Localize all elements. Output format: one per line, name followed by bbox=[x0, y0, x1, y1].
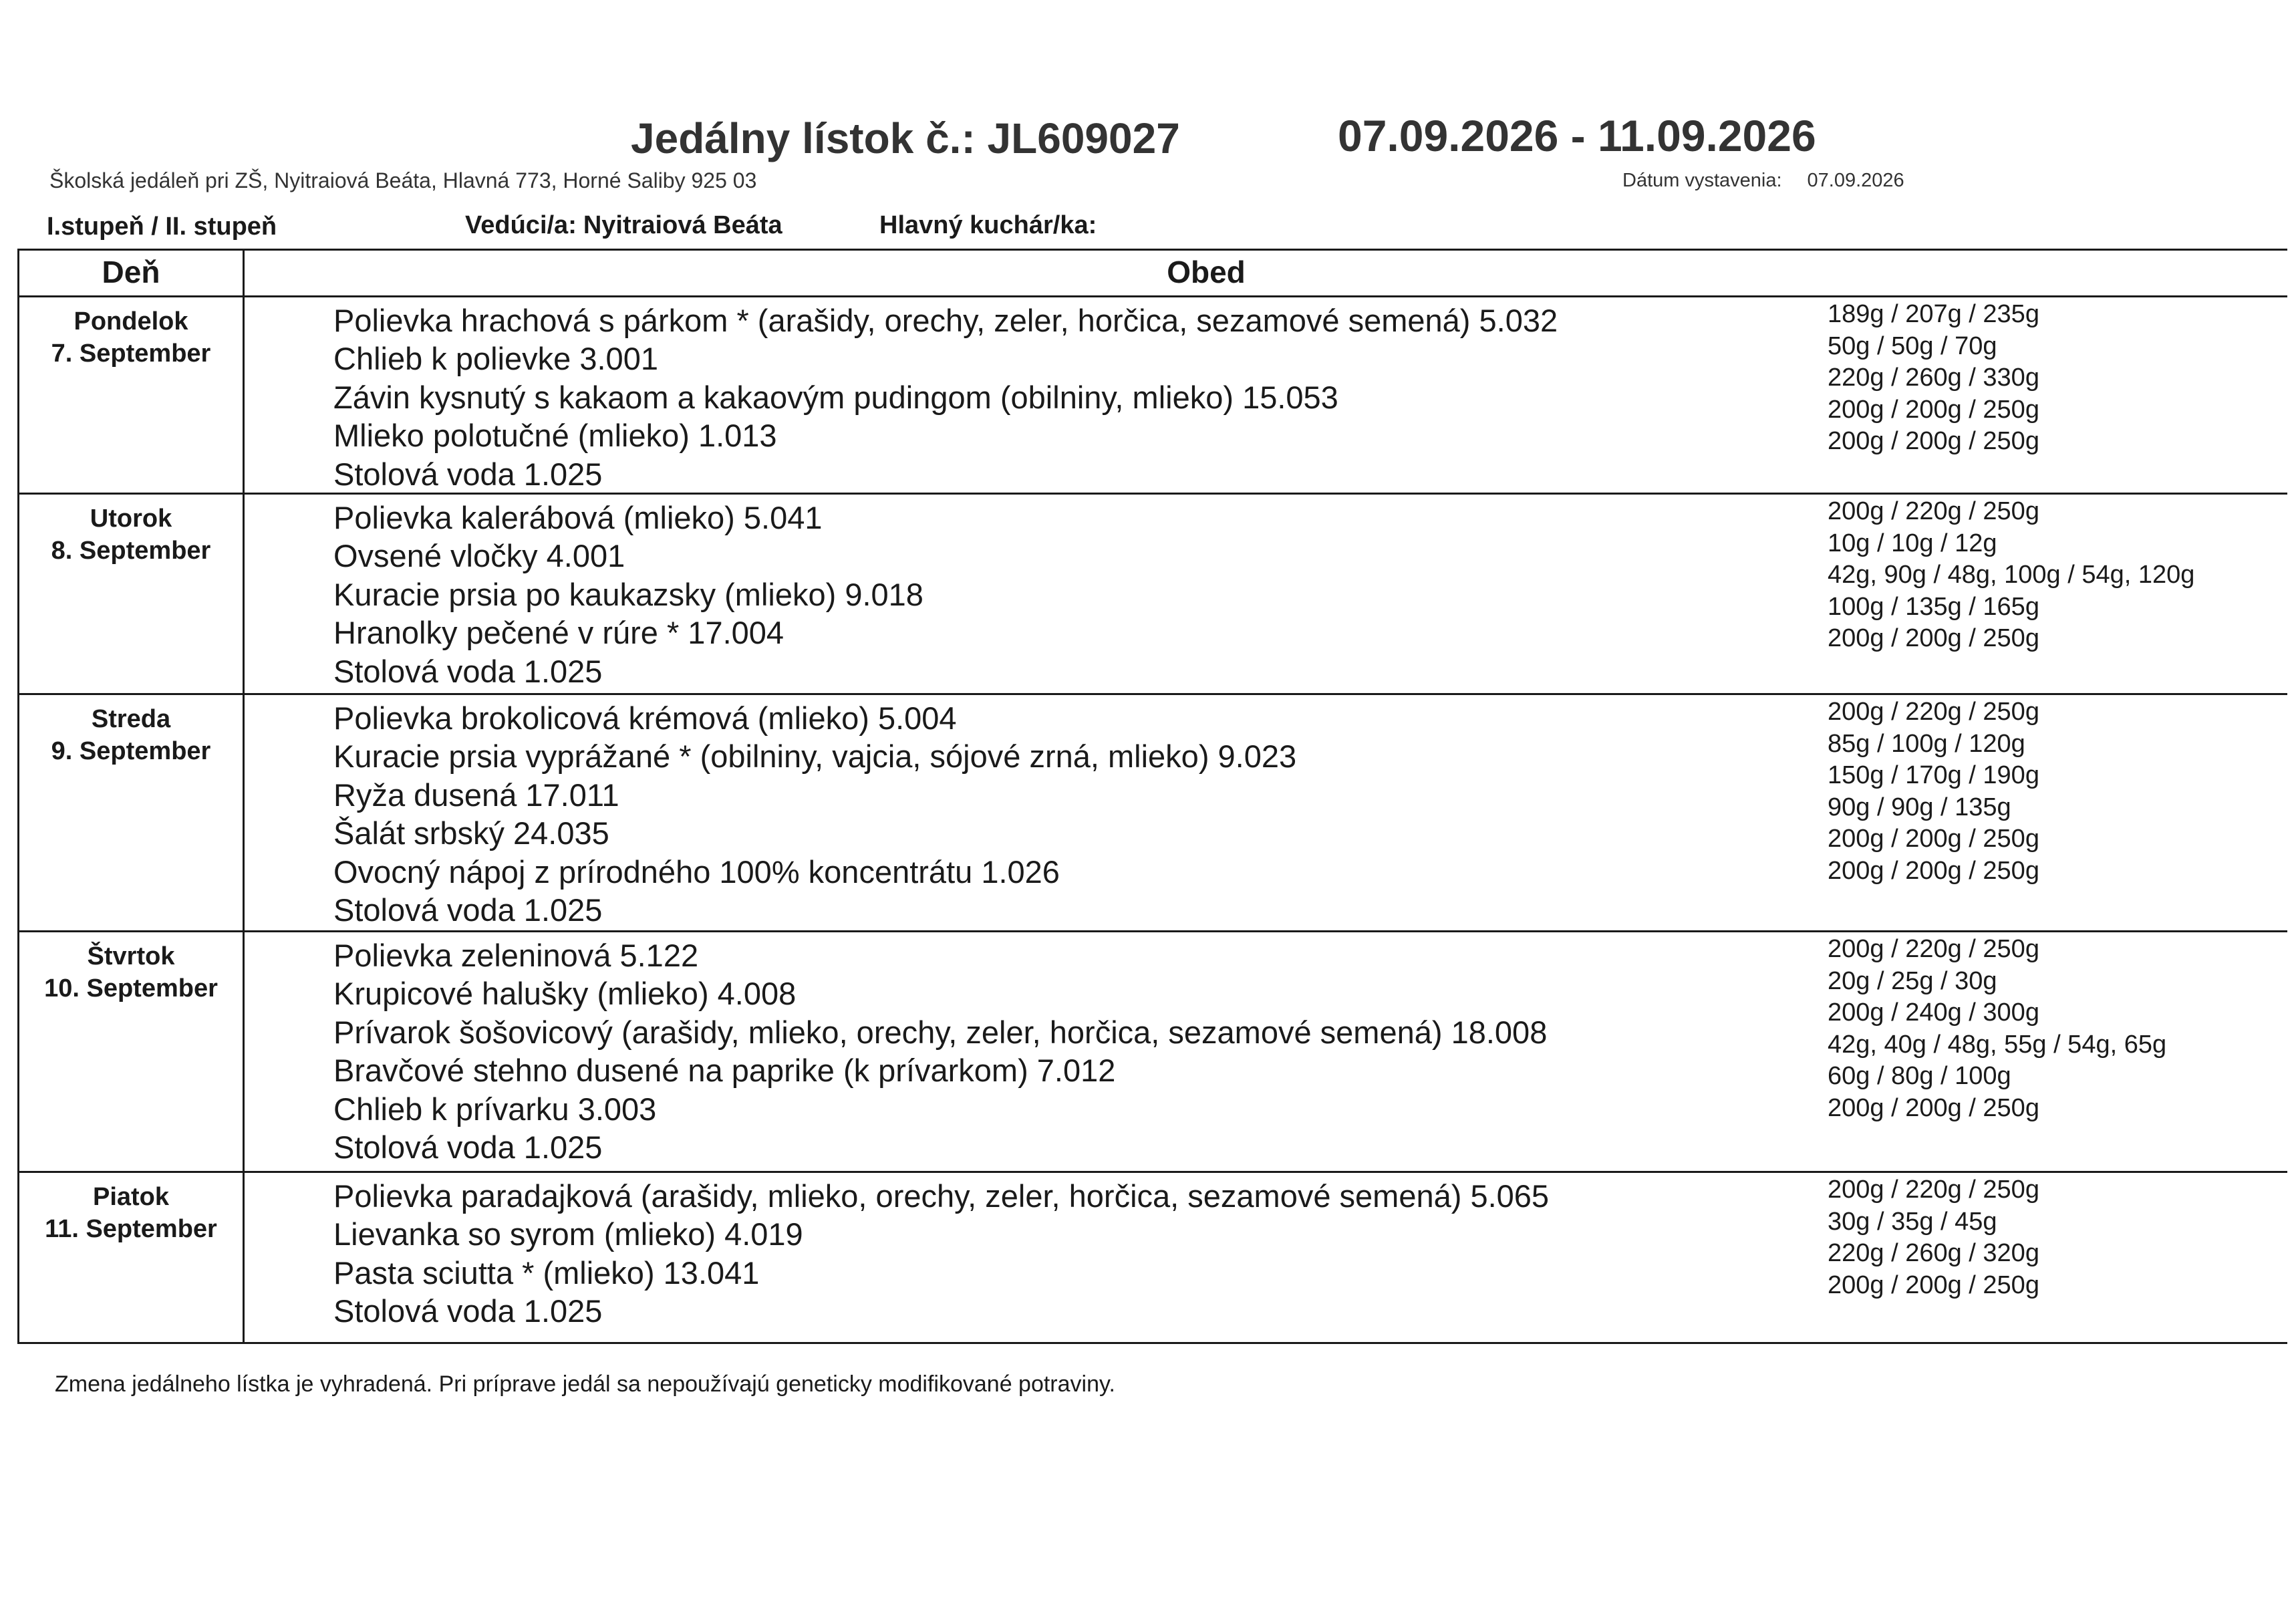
portion-item: 200g / 200g / 250g bbox=[1828, 825, 2039, 853]
dish-item: Mlieko polotučné (mlieko) 1.013 bbox=[333, 418, 777, 454]
portion-item: 200g / 200g / 250g bbox=[1828, 856, 2039, 885]
portion-item: 200g / 220g / 250g bbox=[1828, 497, 2039, 525]
chef-label: Hlavný kuchár/ka: bbox=[879, 211, 1097, 239]
issue-date-label: Dátum vystavenia: bbox=[1622, 170, 1782, 191]
day-date: 11. September bbox=[45, 1215, 217, 1243]
portion-item: 200g / 200g / 250g bbox=[1828, 1270, 2039, 1299]
manager-info bbox=[465, 211, 782, 240]
portion-item: 150g / 170g / 190g bbox=[1828, 761, 2039, 789]
day-row-wednesday bbox=[19, 693, 2287, 932]
portion-item: 200g / 220g / 250g bbox=[1828, 935, 2039, 963]
dish-item: Stolová voda 1.025 bbox=[333, 653, 603, 689]
day-name: Streda bbox=[91, 705, 171, 733]
dish-item: Polievka kalerábová (mlieko) 5.041 bbox=[333, 500, 823, 535]
dish-list bbox=[333, 699, 1296, 929]
portion-item: 200g / 200g / 250g bbox=[1828, 395, 2039, 424]
portion-item: 60g / 80g / 100g bbox=[1828, 1062, 2011, 1090]
portion-list bbox=[1828, 696, 2039, 887]
day-date: 10. September bbox=[44, 974, 218, 1002]
dish-item: Stolová voda 1.025 bbox=[333, 1129, 603, 1166]
dish-item: Ryža dusená 17.011 bbox=[333, 777, 619, 813]
canteen-address: Školská jedáleň pri ZŠ, Nyitraiová Beáta, Hlavná 773, Horné Saliby 925 03 bbox=[49, 168, 757, 192]
portion-list bbox=[1828, 934, 2166, 1124]
portion-item: 220g / 260g / 330g bbox=[1828, 364, 2039, 392]
dish-item: Chlieb k prívarku 3.003 bbox=[333, 1091, 657, 1127]
portion-item: 200g / 220g / 250g bbox=[1828, 698, 2039, 726]
manager-name: Nyitraiová Beáta bbox=[583, 211, 782, 239]
portion-item: 50g / 50g / 70g bbox=[1828, 331, 1997, 360]
portion-list bbox=[1828, 496, 2194, 655]
day-date: 8. September bbox=[51, 537, 211, 565]
issue-date bbox=[1622, 170, 1904, 192]
day-name: Piatok bbox=[92, 1183, 170, 1211]
day-row-friday bbox=[19, 1171, 2287, 1344]
day-name: Pondelok bbox=[74, 307, 188, 336]
day-row-thursday bbox=[19, 930, 2287, 1173]
portion-item: 100g / 135g / 165g bbox=[1828, 592, 2039, 621]
dish-item: Hranolky pečené v rúre * 17.004 bbox=[333, 615, 784, 651]
dish-list bbox=[333, 936, 1547, 1166]
dish-item: Ovocný nápoj z prírodného 100% koncentrátu 1.026 bbox=[333, 853, 1060, 890]
portion-item: 42g, 40g / 48g, 55g / 54g, 65g bbox=[1828, 1030, 2167, 1059]
dish-item: Prívarok šošovicový (arašidy, mlieko, orechy, zeler, horčica, sezamové semená) 18.008 bbox=[333, 1014, 1548, 1050]
portion-item: 189g / 207g / 235g bbox=[1828, 300, 2039, 328]
portion-item: 200g / 200g / 250g bbox=[1828, 427, 2039, 455]
date-range: 07.09.2026 - 11.09.2026 bbox=[1338, 111, 1816, 160]
day-date: 9. September bbox=[51, 737, 211, 765]
day-name: Utorok bbox=[90, 505, 172, 533]
day-name: Štvrtok bbox=[87, 942, 175, 970]
portion-item: 20g / 25g / 30g bbox=[1828, 966, 1997, 995]
dish-item: Polievka zeleninová 5.122 bbox=[333, 938, 699, 973]
menu-title: Jedálny lístok č.: JL609027 bbox=[631, 114, 1180, 162]
portion-item: 85g / 100g / 120g bbox=[1828, 729, 2025, 758]
dish-item: Stolová voda 1.025 bbox=[333, 892, 603, 928]
day-cell bbox=[19, 940, 243, 1004]
day-row-tuesday bbox=[19, 493, 2287, 695]
dish-item: Stolová voda 1.025 bbox=[333, 1293, 603, 1329]
dish-item: Polievka brokolicová krémová (mlieko) 5.004 bbox=[333, 700, 957, 736]
dish-item: Kuracie prsia po kaukazsky (mlieko) 9.018 bbox=[333, 576, 923, 612]
grade-level: I.stupeň / II. stupeň bbox=[47, 213, 277, 241]
menu-table bbox=[17, 249, 2287, 1344]
day-cell bbox=[19, 1181, 243, 1245]
dish-item: Závin kysnutý s kakaom a kakaovým pudingom (obilniny, mlieko) 15.053 bbox=[333, 379, 1338, 415]
portion-item: 200g / 200g / 250g bbox=[1828, 624, 2039, 652]
dish-item: Polievka paradajková (arašidy, mlieko, orechy, zeler, horčica, sezamové semená) 5.065 bbox=[333, 1178, 1550, 1214]
portion-list bbox=[1828, 1174, 2039, 1301]
footer-note: Zmena jedálneho lístka je vyhradená. Pri príprave jedál sa nepoužívajú geneticky modifikované potraviny. bbox=[55, 1371, 1115, 1397]
dish-item: Bravčové stehno dusené na paprike (k prívarkom) 7.012 bbox=[333, 1053, 1116, 1089]
portion-item: 90g / 90g / 135g bbox=[1828, 793, 2011, 821]
portion-item: 30g / 35g / 45g bbox=[1828, 1207, 1997, 1236]
column-header-lunch: Obed bbox=[1167, 255, 1246, 289]
table-top-border bbox=[19, 249, 2287, 251]
dish-item: Ovsené vločky 4.001 bbox=[333, 538, 625, 574]
day-cell bbox=[19, 703, 243, 767]
day-date: 7. September bbox=[51, 340, 211, 368]
portion-item: 42g, 90g / 48g, 100g / 54g, 120g bbox=[1828, 561, 2195, 589]
dish-item: Kuracie prsia vyprážané * (obilniny, vajcia, sójové zrná, mlieko) 9.023 bbox=[333, 739, 1297, 775]
issue-date-value: 07.09.2026 bbox=[1807, 170, 1904, 191]
portion-item: 200g / 240g / 300g bbox=[1828, 998, 2039, 1027]
day-cell bbox=[19, 305, 243, 370]
dish-item: Šalát srbský 24.035 bbox=[333, 815, 609, 851]
day-row-monday bbox=[19, 295, 2287, 495]
portion-item: 10g / 10g / 12g bbox=[1828, 529, 1997, 557]
dish-list bbox=[333, 499, 923, 690]
dish-item: Polievka hrachová s párkom * (arašidy, orechy, zeler, horčica, sezamové semená) 5.032 bbox=[333, 303, 1558, 338]
portion-item: 200g / 200g / 250g bbox=[1828, 1093, 2039, 1122]
dish-item: Pasta sciutta * (mlieko) 13.041 bbox=[333, 1254, 760, 1291]
day-cell bbox=[19, 503, 243, 567]
portion-item: 200g / 220g / 250g bbox=[1828, 1176, 2039, 1204]
dish-item: Stolová voda 1.025 bbox=[333, 456, 603, 492]
portion-list bbox=[1828, 299, 2039, 458]
manager-label: Vedúci/a: bbox=[465, 211, 577, 239]
dish-item: Krupicové halušky (mlieko) 4.008 bbox=[333, 976, 797, 1012]
dish-list bbox=[333, 1177, 1549, 1331]
dish-item: Lievanka so syrom (mlieko) 4.019 bbox=[333, 1216, 803, 1252]
dish-list bbox=[333, 301, 1558, 493]
portion-item: 220g / 260g / 320g bbox=[1828, 1239, 2039, 1267]
dish-item: Chlieb k polievke 3.001 bbox=[333, 341, 658, 377]
column-header-day: Deň bbox=[102, 255, 160, 289]
